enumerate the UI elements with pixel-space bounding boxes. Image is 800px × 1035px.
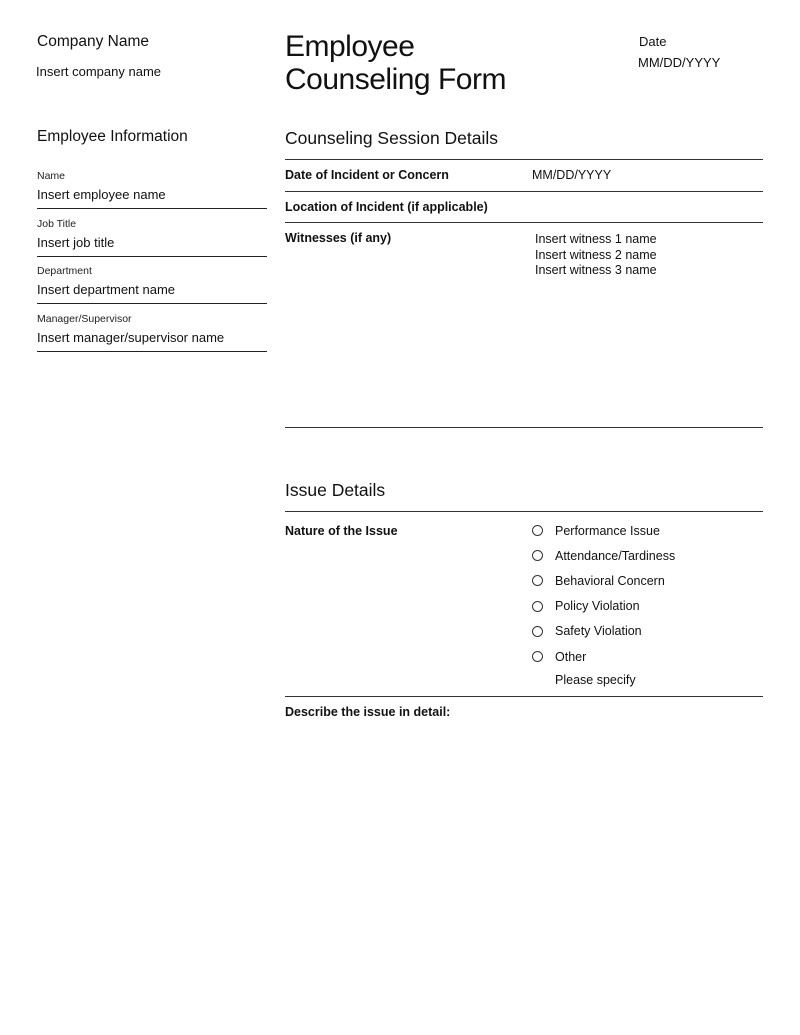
manager-field[interactable]: [37, 313, 267, 352]
radio-circle-icon[interactable]: [532, 601, 543, 612]
radio-circle-icon[interactable]: [532, 525, 543, 536]
employee-information-heading: Employee Information: [37, 128, 188, 145]
nature-of-issue-label: Nature of the Issue: [285, 524, 398, 538]
option-label: Policy Violation: [555, 599, 640, 614]
department-label: Department: [37, 265, 92, 277]
date-value[interactable]: MM/DD/YYYY: [638, 55, 721, 70]
employee-name-value[interactable]: Insert employee name: [37, 187, 166, 202]
describe-issue-label: Describe the issue in detail:: [285, 705, 451, 719]
option-safety-violation[interactable]: [532, 623, 675, 648]
company-name-value[interactable]: Insert company name: [36, 64, 162, 79]
divider: [285, 222, 763, 223]
option-behavioral-concern[interactable]: [532, 572, 675, 597]
option-label: Other: [555, 649, 587, 664]
title-line-1: Employee: [285, 30, 415, 63]
divider: [285, 511, 763, 512]
job-title-field[interactable]: [37, 218, 267, 257]
radio-circle-icon[interactable]: [532, 575, 543, 586]
divider: [285, 696, 763, 697]
employee-name-label: Name: [37, 170, 66, 182]
job-title-label: Job Title: [37, 218, 77, 230]
location-label: Location of Incident (if applicable): [285, 200, 488, 214]
witness-list: [535, 232, 657, 279]
witness-2[interactable]: Insert witness 2 name: [535, 247, 657, 262]
session-details-heading: Counseling Session Details: [285, 128, 499, 148]
witness-3[interactable]: Insert witness 3 name: [535, 263, 657, 277]
option-label: Performance Issue: [555, 523, 660, 538]
divider: [285, 159, 763, 160]
incident-date-label: Date of Incident or Concern: [285, 168, 449, 182]
option-performance-issue[interactable]: [532, 522, 675, 547]
option-label: Safety Violation: [555, 624, 642, 639]
witness-1[interactable]: Insert witness 1 name: [535, 232, 657, 246]
radio-circle-icon[interactable]: [532, 626, 543, 637]
title-line-2: Counseling Form: [285, 63, 506, 96]
employee-name-field[interactable]: [37, 170, 267, 209]
option-other[interactable]: [532, 648, 675, 673]
option-policy-violation[interactable]: [532, 598, 675, 623]
option-attendance-tardiness[interactable]: [532, 547, 675, 572]
department-field[interactable]: [37, 265, 267, 304]
date-label: Date: [639, 34, 667, 49]
divider: [285, 427, 763, 428]
company-name-label: Company Name: [37, 33, 149, 50]
page-title: [285, 30, 506, 96]
job-title-value[interactable]: Insert job title: [37, 235, 115, 250]
incident-date-value[interactable]: MM/DD/YYYY: [532, 168, 612, 182]
witnesses-label: Witnesses (if any): [285, 231, 392, 245]
manager-value[interactable]: Insert manager/supervisor name: [37, 330, 225, 345]
department-value[interactable]: Insert department name: [37, 282, 176, 297]
option-label: Behavioral Concern: [555, 573, 665, 588]
issue-details-heading: Issue Details: [285, 480, 386, 500]
option-label: Attendance/Tardiness: [555, 548, 676, 563]
other-specify-input[interactable]: Please specify: [555, 673, 636, 687]
radio-circle-icon[interactable]: [532, 651, 543, 662]
divider: [285, 191, 763, 192]
issue-radio-group: [532, 522, 675, 673]
radio-circle-icon[interactable]: [532, 550, 543, 561]
manager-label: Manager/Supervisor: [37, 313, 132, 325]
